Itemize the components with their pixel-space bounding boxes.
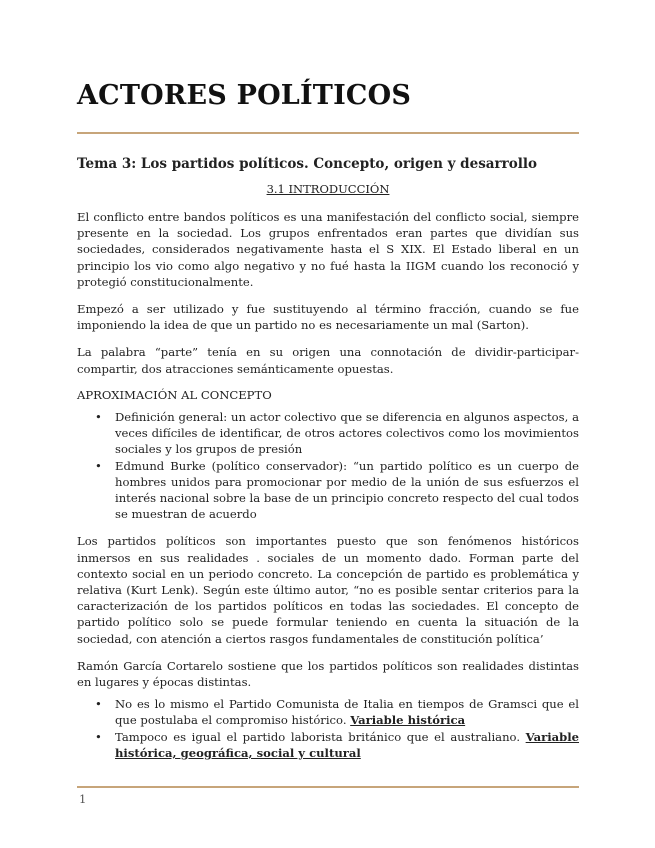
approach-list — [77, 409, 579, 522]
section-heading: 3.1 INTRODUCCIÓN — [266, 182, 390, 196]
paragraph-cortarelo: Ramón García Cortarelo sostiene que los partidos políticos son realidades distintas en lugares y épocas distintas. — [77, 658, 579, 690]
list-item — [115, 729, 579, 761]
footer-divider — [77, 786, 579, 788]
topic-heading: Tema 3: Los partidos políticos. Concepto, origen y desarrollo — [77, 156, 538, 172]
title-divider — [77, 132, 579, 134]
paragraph-parte: La palabra “parte” tenía en su origen una connotación de dividir-participar-compartir, dos atracciones semánticamente opuestas. — [77, 345, 579, 376]
list-item: • Definición general: un actor colectivo que se diferencia en algunos aspectos, a veces difíciles de identificar, de otros actores colectivos como los movimientos sociales y los grupos de presión — [115, 409, 579, 458]
paragraph-importance: Los partidos políticos son importantes puesto que son fenómenos históricos inmersos en sus realidades . sociales de un momento dado. Forman parte del contexto social en un periodo concreto. La concepción de partido es problemática y relativa (Kurt Lenk). Según este último autor, “no es posible sentar criterios para la caracterización de los partidos políticos en todas las sociedades. El concepto de partido político solo se puede formular teniendo en cuenta la situación de la sociedad, con atención a ciertos rasgos fundamentales de constitución política’ — [77, 534, 579, 646]
document-title: ACTORES POLÍTICOS — [77, 80, 412, 111]
approach-label: APROXIMACIÓN AL CONCEPTO — [77, 387, 272, 402]
variable-highlight: Variable histórica, geográfica, social y cultural — [115, 729, 579, 760]
paragraph-fraction: Empezó a ser utilizado y fue sustituyendo al término fracción, cuando se fue imponiendo la idea de que un partido no es necesariamente un mal (Sarton). — [77, 302, 579, 333]
page-number: 1 — [79, 792, 87, 806]
variable-text: Tampoco es igual el partido laborista británico que el australiano. — [115, 729, 526, 744]
variable-highlight: Variable histórica — [350, 713, 466, 728]
list-item: • Edmund Burke (político conservador): “un partido político es un cuerpo de hombres unidos para promocionar por medio de la unión de sus esfuerzos el interés nacional sobre la base de un principio concreto respecto del cual todos se muestran de acuerdo — [115, 458, 579, 523]
variable-text: No es lo mismo el Partido Comunista de Italia en tiempos de Gramsci que el que postulaba el compromiso histórico. — [115, 697, 579, 728]
page-content — [77, 78, 579, 761]
list-item — [115, 696, 579, 728]
paragraph-conflict: El conflicto entre bandos políticos es una manifestación del conflicto social, siempre presente en la sociedad. Los grupos enfrentados eran partes que dividían sus sociedades, considerados negativamente hasta el S XIX. El Estado liberal en un principio los vio como algo negativo y no fué hasta la IIGM cuando los reconoció y protegió constitucionalmente. — [77, 210, 579, 289]
variables-list — [77, 696, 579, 761]
